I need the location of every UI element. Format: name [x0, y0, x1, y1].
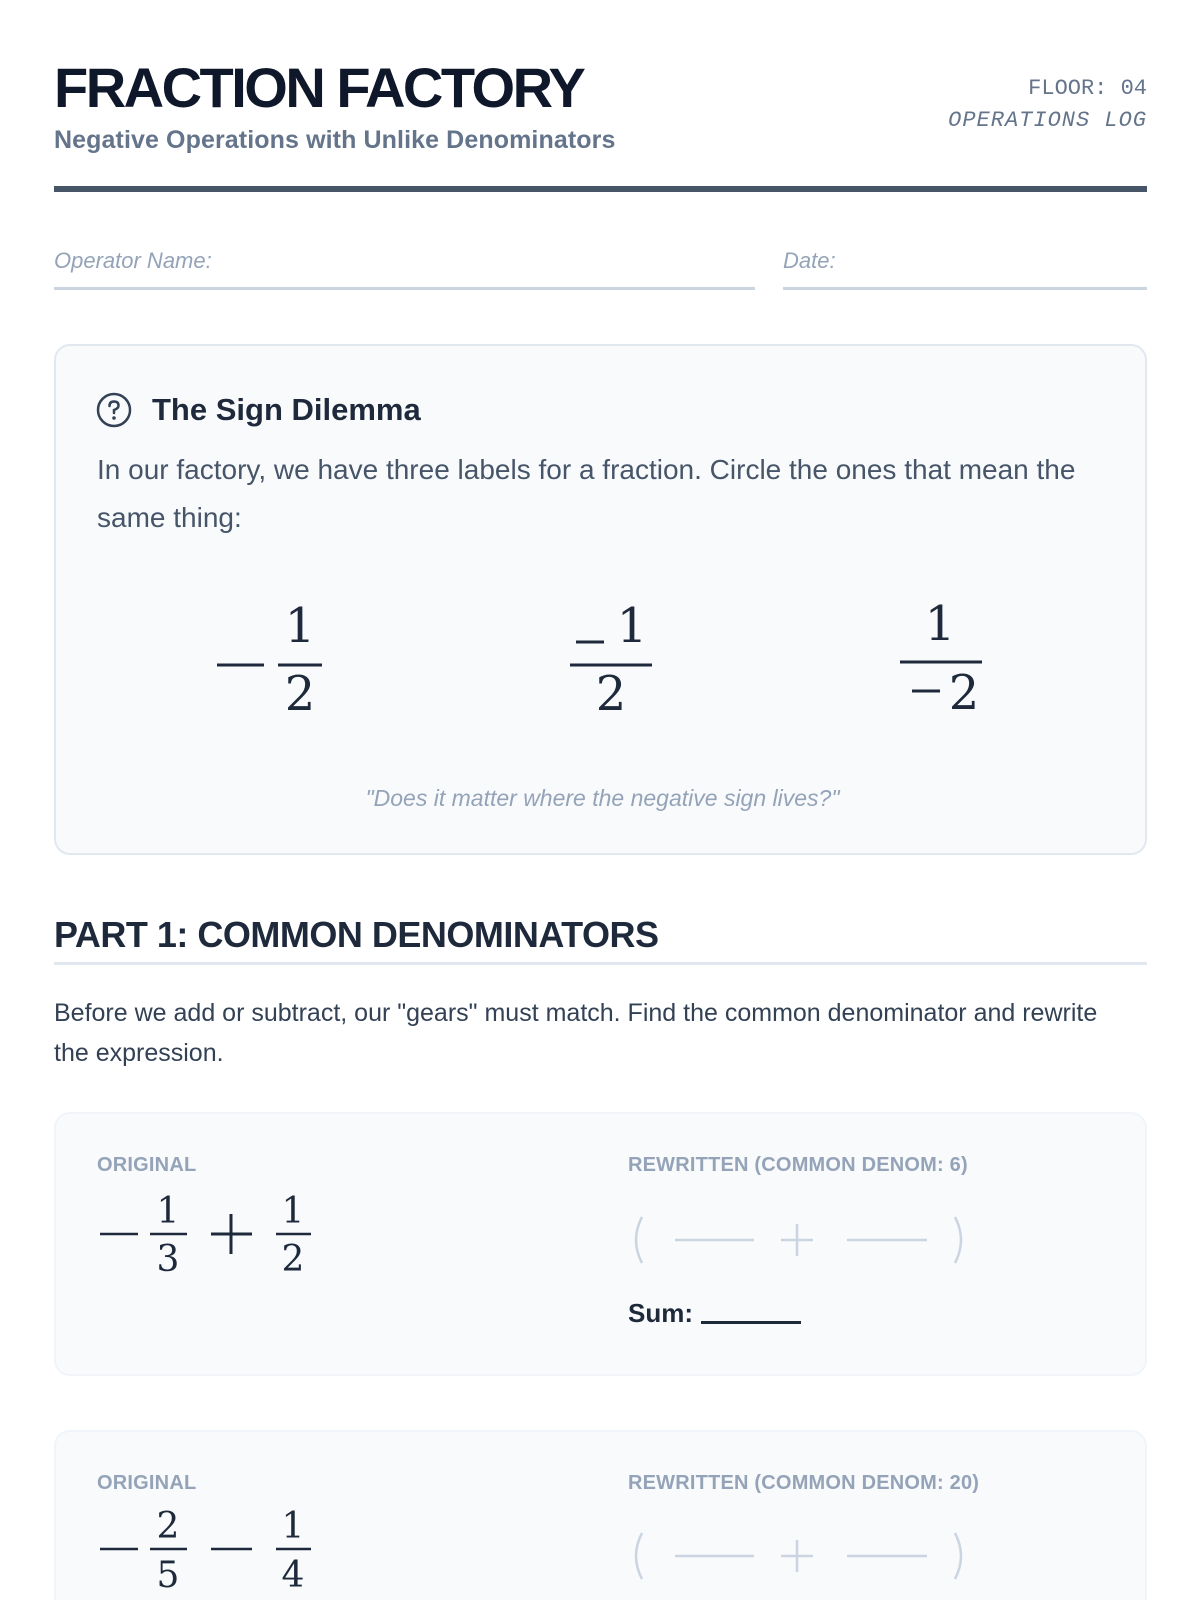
fraction-option-1[interactable] — [217, 598, 322, 722]
rewritten-template[interactable] — [636, 1533, 961, 1579]
sign-dilemma-card — [54, 344, 1147, 855]
problem-1-expressions — [56, 1114, 1149, 1378]
rewritten-label: REWRITTEN (COMMON DENOM: 20) — [628, 1472, 980, 1494]
svg-text:1: 1 — [616, 598, 648, 654]
svg-text:1: 1 — [281, 1506, 305, 1547]
svg-text:1: 1 — [284, 598, 316, 654]
operator-name-field[interactable] — [54, 248, 755, 290]
page-subtitle: Negative Operations with Unlike Denominators — [54, 126, 616, 154]
part-1-heading: PART 1: COMMON DENOMINATORS — [54, 914, 659, 955]
svg-text:2: 2 — [595, 666, 627, 722]
rewritten-template[interactable] — [636, 1217, 961, 1263]
svg-text:5: 5 — [156, 1555, 180, 1596]
operations-log-label: OPERATIONS LOG — [948, 108, 1147, 133]
dilemma-quote: "Does it matter where the negative sign lives?" — [365, 785, 840, 811]
operator-name-label: Operator Name: — [54, 248, 212, 273]
svg-text:1: 1 — [924, 596, 956, 652]
rewritten-label: REWRITTEN (COMMON DENOM: 6) — [628, 1154, 968, 1176]
page-title: FRACTION FACTORY — [54, 56, 584, 119]
date-field[interactable] — [783, 248, 1147, 290]
svg-text:2: 2 — [281, 1239, 305, 1280]
svg-text:2: 2 — [156, 1506, 180, 1547]
fraction-option-3[interactable] — [900, 596, 982, 721]
svg-text:1: 1 — [281, 1191, 305, 1232]
fraction-option-2[interactable] — [570, 598, 652, 722]
sum-answer-line[interactable] — [701, 1321, 801, 1324]
original-expression — [100, 1506, 311, 1596]
floor-label: FLOOR: 04 — [1028, 76, 1147, 101]
fraction-options — [56, 346, 1149, 857]
svg-text:2: 2 — [948, 665, 980, 721]
svg-text:1: 1 — [156, 1191, 180, 1232]
sum-label: Sum: — [628, 1298, 693, 1328]
sum-field[interactable] — [628, 1298, 801, 1329]
problem-2-expressions — [56, 1432, 1149, 1600]
original-label: ORIGINAL — [97, 1154, 197, 1176]
part-1-instructions: Before we add or subtract, our "gears" must match. Find the common denominator and rewrite the expression. — [54, 999, 1098, 1067]
problem-card-1 — [54, 1112, 1147, 1376]
date-label: Date: — [783, 248, 836, 273]
svg-text:4: 4 — [281, 1555, 305, 1596]
original-expression — [100, 1191, 311, 1280]
dilemma-title: The Sign Dilemma — [152, 392, 421, 427]
page-header — [54, 56, 1147, 196]
original-label: ORIGINAL — [97, 1472, 197, 1494]
dilemma-instructions: In our factory, we have three labels for a fraction. Circle the ones that mean the same thing: — [97, 454, 1076, 533]
part-1-divider — [54, 962, 1147, 965]
svg-text:2: 2 — [284, 666, 316, 722]
svg-text:3: 3 — [156, 1239, 180, 1280]
header-divider — [54, 186, 1147, 192]
problem-card-2 — [54, 1430, 1147, 1600]
